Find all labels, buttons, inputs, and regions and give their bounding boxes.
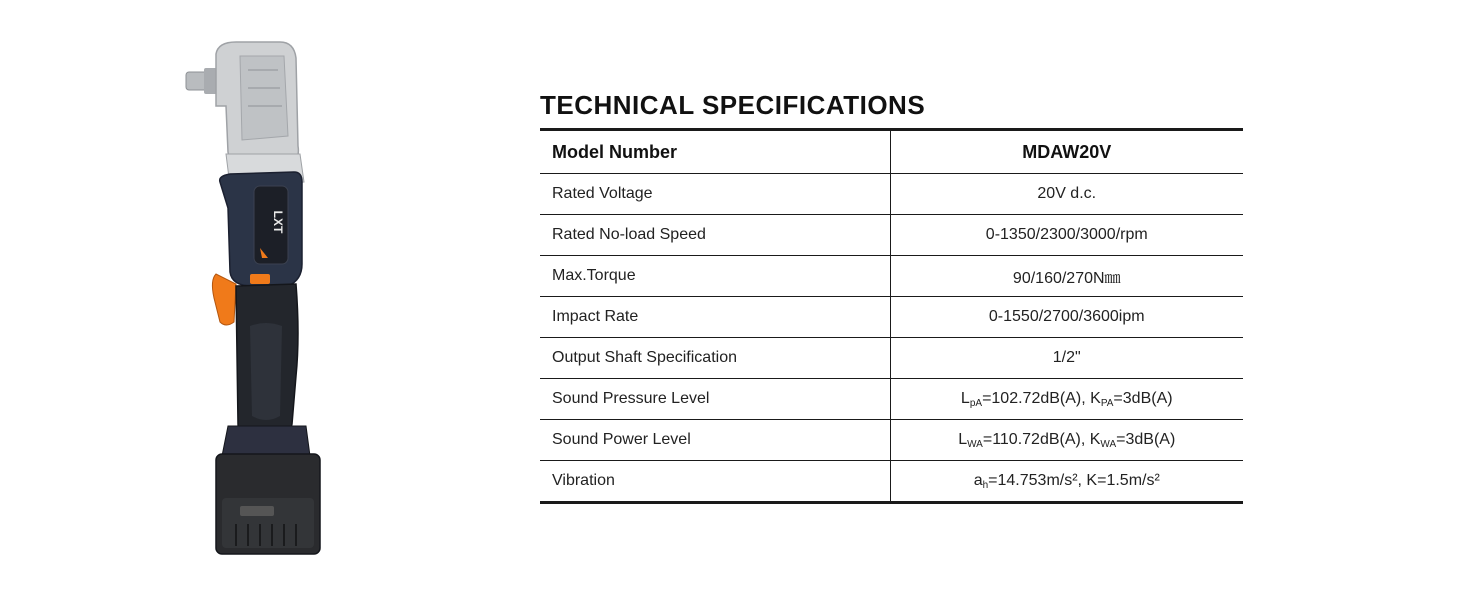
table-row bbox=[540, 420, 1243, 461]
table-row bbox=[540, 256, 1243, 297]
table-row bbox=[540, 379, 1243, 420]
table-row bbox=[540, 130, 1243, 174]
table-row bbox=[540, 215, 1243, 256]
spec-value: 0-1550/2700/3600ipm bbox=[890, 297, 1243, 338]
spec-label: Sound Power Level bbox=[540, 420, 890, 461]
spec-label: Model Number bbox=[540, 130, 890, 174]
spec-value: $a_h=14.753m/s^2$, K=1.5m/s² bbox=[890, 461, 1243, 503]
table-row bbox=[540, 461, 1243, 503]
spec-value: $L_{WA}=110.72dB(A)$, $K_{WA}=3dB(A)$ bbox=[890, 420, 1243, 461]
svg-text:LXT: LXT bbox=[271, 210, 285, 234]
spec-label: Impact Rate bbox=[540, 297, 890, 338]
spec-value: 1/2" bbox=[890, 338, 1243, 379]
spec-label: Sound Pressure Level bbox=[540, 379, 890, 420]
spec-label: Rated No-load Speed bbox=[540, 215, 890, 256]
spec-value: MDAW20V bbox=[890, 130, 1243, 174]
right-angle-impact-wrench-icon bbox=[180, 36, 330, 560]
page-title: TECHNICAL SPECIFICATIONS bbox=[540, 90, 926, 120]
spec-value: 90/160/270N㎜ bbox=[890, 256, 1243, 297]
table-row bbox=[540, 297, 1243, 338]
spec-table bbox=[540, 128, 1243, 504]
spec-label: Output Shaft Specification bbox=[540, 338, 890, 379]
spec-value: 20V d.c. bbox=[890, 174, 1243, 215]
table-row bbox=[540, 338, 1243, 379]
product-image bbox=[180, 36, 330, 560]
spec-value: $L_{pA}=102.72dB(A)$, $K_{PA}=3dB(A)$ bbox=[890, 379, 1243, 420]
spec-label: Max.Torque bbox=[540, 256, 890, 297]
spec-value: 0-1350/2300/3000/rpm bbox=[890, 215, 1243, 256]
spec-label: Vibration bbox=[552, 472, 615, 489]
table-row bbox=[540, 174, 1243, 215]
spec-label: Rated Voltage bbox=[540, 174, 890, 215]
